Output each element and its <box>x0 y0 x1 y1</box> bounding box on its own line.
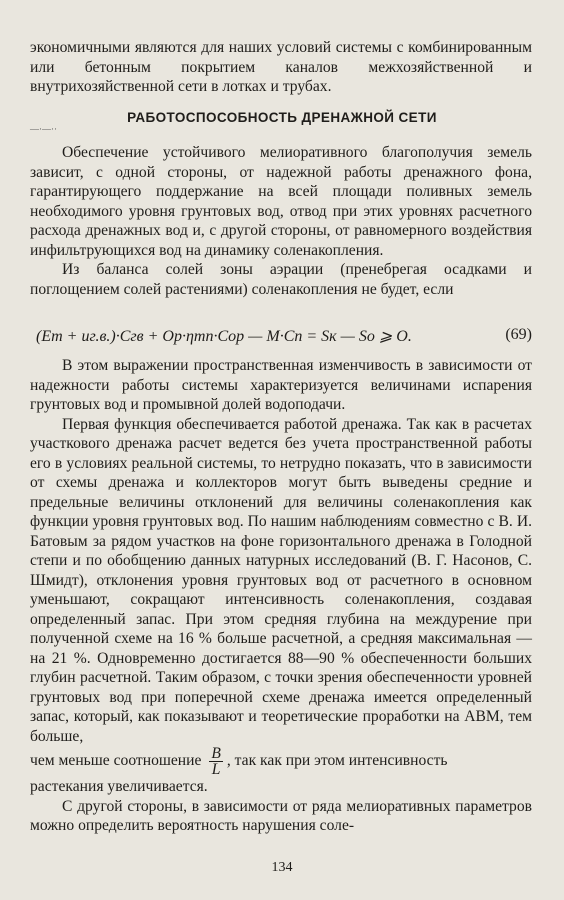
paragraph-4-end: растекания увеличивается. <box>30 778 208 795</box>
formula-expression: (Eт + uг.в.)·Cгв + Oр·ηmn·Cор — M·Cп = Sк — Sо ⩾ O. <box>36 328 412 345</box>
margin-mark: —·—·· <box>30 124 57 134</box>
paragraph-block-2 <box>30 356 532 836</box>
paragraph-block-1 <box>30 143 532 299</box>
formula-69 <box>36 326 532 346</box>
top-paragraph: экономичными являются для наших условий системы с комбинированным или бетонным покрытием каналов межхозяйственной и внутрихозяйственной сети в лотках и трубах. <box>30 39 532 95</box>
fraction-line-before: чем меньше соотношение <box>30 752 202 770</box>
top-paragraph-block <box>30 38 532 97</box>
formula-number: (69) <box>505 326 532 343</box>
fraction-b-over-l <box>209 746 223 777</box>
paragraph-4: Первая функция обеспечивается работой дренажа. Так как в расчетах участкового дренажа расчет ведется без учета пространственной работы его в условиях реальной системы, то нетрудно показать, что в зависимости от схемы дренажа и коллекторов могут быть выведены средние и предельные величины отклонений для величины соленакопления как функции уровня грунтовых вод. По нашим наблюдениям совместно с В. И. Батовым за рядом участков на фоне горизонтального дренажа в Голодной степи и по обобщению данных натурных исследований (В. Г. Насонов, С. Шмидт), отклонения уровня грунтовых вод от расчетного в основном уменьшают, сокращают интенсивность соленакопления, создавая определенный запас. При этом средняя глубина на междурение при полученной схеме на 16 % больше расчетной, а средняя максимальная — на 21 %. Одновременно достигается 88—90 % обеспеченности больших глубин расчетной. Таким образом, с точки зрения обеспеченности уровней грунтовых вод при поперечной схеме дренажа имеется определенный запас, который, как показывают и теоретические проработки на АВМ, тем больше, <box>30 415 532 745</box>
paragraph-2: Из баланса солей зоны аэрации (пренебрегая осадками и поглощением солей растениями) соленакопления не будет, если <box>30 261 532 298</box>
paragraph-3: В этом выражении пространственная изменчивость в зависимости от надежности работы системы характеризуется величинами испарения грунтовых вод и промывной долей водоподачи. <box>30 357 532 413</box>
paragraph-4-fraction-line <box>30 746 532 777</box>
fraction-top: B <box>211 745 221 762</box>
page-number: 134 <box>271 860 293 875</box>
fraction-line-after: , так как при этом интенсивность <box>226 752 448 770</box>
section-heading: РАБОТОСПОСОБНОСТЬ ДРЕНАЖНОЙ СЕТИ <box>127 110 437 125</box>
paragraph-1: Обеспечение устойчивого мелиоративного благополучия земель зависит, с одной стороны, от надежной работы дренажного фона, гарантирующего поддержание на всей площади поливных земель необходимого уровня грунтовых вод, отвод при этих уровнях расчетного расхода дренажных вод и, с другой стороны, от равномерного воздействия инфильтрующихся вод на динамику соленакопления. <box>30 144 532 259</box>
fraction-bottom: L <box>211 761 221 778</box>
paragraph-5: С другой стороны, в зависимости от ряда мелиоративных параметров можно определить вероятность нарушения соле- <box>30 797 532 834</box>
